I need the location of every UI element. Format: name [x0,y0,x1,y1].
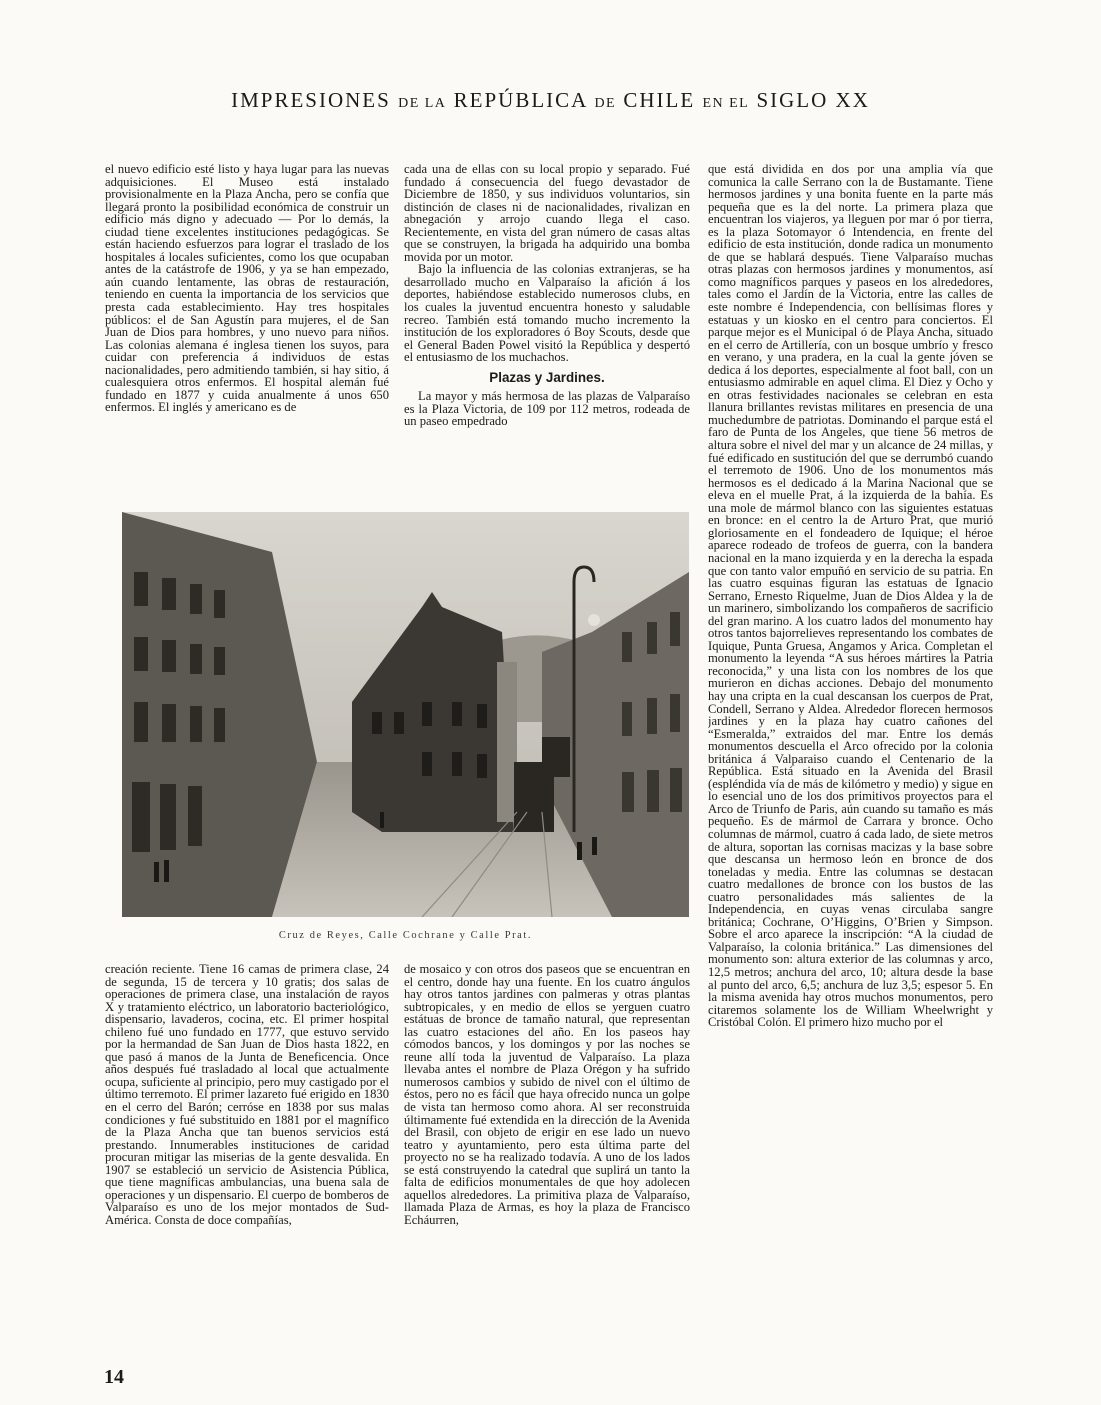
street-scene-illustration [122,512,689,917]
column-1-bottom [105,963,389,1250]
paragraph: de mosaico y con otros dos paseos que se encuentran en el centro, donde hay una fuente. En los cuatro ángulos hay otros tantos jardines con palmeras y otras plantas subtropicales, y en medio de ellos se yerguen cuatro estátuas de bronce de tamaño natural, que representan las cuatro estaciones del año. En los paseos hay cómodos bancos, y los domingos y por las noches se reune allí toda la juventud de Valparaíso. La plaza llevaba antes el nombre de Plaza Orégon y ha sufrido numerosos cambios y subido de nivel con el último de éstos, pero no es fácil que haya ofrecido nunca un golpe de vista tan hermoso como ahora. Al ser reconstruida últimamente fué extendida en la dirección de la Avenida del Brasil, con objeto de erigir en ese lado un nuevo teatro y ayuntamiento, pero esta última parte del proyecto no se ha realizado todavía. A uno de los lados se está construyendo la catedral que suplirá un tanto la falta de edificios monumentales de que hoy adolecen aquellos alrededores. La primitiva plaza de Valparaíso, llamada Plaza de Armas, es hoy la plaza de Francisco Echáurren, [404,963,690,1227]
section-heading: Plazas y Jardines. [489,369,605,385]
paragraph: Bajo la influencia de las colonias extranjeras, se ha desarrollado mucho en Valparaíso la afición á los deportes, habiéndose establecido numerosos clubs, en los cuales la juventud encuentra honesto y saludable recreo. También está tomando mucho incremento la institución de los exploradores ó Boy Scouts, desde que el General Baden Powel visitó la República y despertó el entusiasmo de los muchachos. [404,262,690,365]
header-word: DE [594,96,617,111]
street-photograph [122,512,689,917]
header-word: REPÚBLICA [453,88,588,112]
lamp-globe [588,614,600,626]
right-windows [622,612,682,812]
paragraph: cada una de ellas con su local propio y separado. Fué fundado á consecuencia del fuego devastador de Diciembre de 1850, y sus individuos voluntarios, sin distinción de clases ni de nacionalidades, rivalizan en abnegación y arrojo cuando llega el caso. Recientemente, en vista del gran número de casas altas que se construyen, la brigada ha adquirido una bomba movida por un motor. [404,163,690,264]
paragraph: creación reciente. Tiene 16 camas de primera clase, 24 de segunda, 15 de tercera y 10 gratis; dos salas de operaciones de primera clase, una instalación de rayos X y tratamiento eléctrico, un laboratorio bacteriológico, dispensario, lavaderos, cocina, etc. El primer hospital chileno fué uno fundado en 1777, que estuvo servido por la hermandad de San Juan de Dios hasta 1822, en que pasó á manos de la Junta de Beneficencia. Once años después fué trasladado al local que actualmente ocupa, suficiente al principio, pero muy castigado por el último terremoto. El primer lazareto fué erigido en 1830 en el cerro del Barón; cerróse en 1838 por sus malas condiciones y fué substituido en 1881 por el magnífico de la Plaza Ancha que tan buenos servicios está prestando. Innumerables instituciones de caridad procuran mitigar las miserias de la gente desvalida. En 1907 se estableció un servicio de Asistencia Pública, que tiene magníficas ambulancias, una buena sala de operaciones y un dispensario. El cuerpo de bomberos de Valparaíso es uno de los mejor montados de Sud-América. Consta de doce compañías, [105,963,389,1227]
header-word: SIGLO XX [756,88,870,112]
header-word: EN EL [702,96,750,111]
header-word: CHILE [623,88,696,112]
header-word: DE LA [398,96,447,111]
paragraph: que está dividida en dos por una amplia vía que comunica la calle Serrano con la de Bustamante. Tiene hermosos jardines y una bonita fuente en la parte más pequeña que es la del norte. La primera plaza que encuentran los viajeros, ya lleguen por mar ó por tierra, es la plaza Sotomayor ó Intendencia, en frente del edificio de esta institución, donde radica un monumento de que se hablará después. Tiene Valparaíso muchas otras plazas con hermosos jardines y monumentos, así como magníficos parques y paseos en los alrededores, tales como el Jardín de la Victoria, entre las calles de este nombre é Independencia, con bellísimas flores y estatuas y un kiosko en el centro para conciertos. El parque mejor es el Municipal ó de Playa Ancha, situado en el cerro de Artillería, con un bosque umbrío y fresco en verano, y una pradera, en la cual la gente jóven se dedica á los deportes, especialmente al foot ball, con un entusiasmo admirable en aquel clima. El Diez y Ocho y en otras festividades nacionales se celebran en esta llanura brillantes revistas militares en presencia de una muchedumbre de patriotas. Dominando el parque está el faro de Punta de los Angeles, que tiene 56 metros de altura sobre el nivel del mar y un alcance de 24 millas, y fué edificado en sustitución del que se derrumbó cuando el terremoto de 1906. Uno de los monumentos más hermosos es el dedicado á la Marina Nacional que se eleva en el muelle Prat, á la izquierda de la bahía. Es una mole de mármol blanco con las siguientes estatuas en bronce: en el centro la de Arturo Prat, que murió gloriosamente en el fondeadero de Iquique; el héroe aparece rodeado de trofeos de guerra, con la bandera nacional en la mano izquierda y en la derecha la espada que con tanto valor empuñó en servicio de su patria. En las cuatro esquinas figuran las estatuas de Ignacio Serrano, Ernesto Riquelme, Juan de Dios Aldea y la de un marinero, simbolizando los compañeros de sacrificio del gran marino. A los cuatro lados del monumento hay otros tantos bajorrelieves representando los combates de Iquique, Punta Gruesa, Angamos y Arica. Completan el monumento la leyenda “A sus héroes mártires la Patria reconocida,” y una lista con los nombres de los que murieron en dichas acciones. Debajo del monumento hay una cripta en la cual descansan los cuerpos de Prat, Condell, Serrano y Aldea. Alrededor florecen hermosos jardines y en la plaza hay cuatro cañones del “Esmeralda,” extraidos del mar. Entre los demás monumentos descuella el Arco ofrecido por la colonia británica á Valparaiso cuando el Centenario de la República. Está situado en la Avenida del Brasil (espléndida vía de más de kilómetro y medio) y sigue en lo esencial uno de los dos primitivos proyectos para el Arco de Triunfo de Paris, aún cuando su tamaño es más pequeño. Es de mármol de Carrara y bronce. Ocho columnas de mármol, cuatro á cada lado, de siete metros de altura, soportan las cornisas macizas y la base sobre que descansa un hermoso león en bronce de dos toneladas y media. Entre las columnas se destacan cuatro medallones de bronce con los bustos de las cuatro personalidades más salientes de la Independencia, en cuyas venas circulaba sangre británica; Cochrane, O’Higgins, O’Brien y Simpson. Sobre el arco aparece la inscripción: “A la ciudad de Valparaíso, la colonia británica.” Las dimensiones del monumento son: altura exterior de las columnas y arco, 12,5 metros; anchura del arco, 10; altura desde la base al punto del arco, 6,5; anchura de luz 3,5; espesor 5. En la misma avenida hay otros muchos monumentos, pero citaremos solamente los de William Wheelwright y Cristóbal Colón. El primero hizo mucho por el [708,163,993,1030]
header-word: IMPRESIONES [231,88,391,112]
column-2-bottom [404,963,690,1250]
running-header [0,88,1101,113]
page-number: 14 [104,1366,124,1388]
photo-caption: Cruz de Reyes, Calle Cochrane y Calle Prat. [278,930,533,941]
paragraph: La mayor y más hermosa de las plazas de Valparaíso es la Plaza Victoria, de 109 por 112 metros, rodeada de un paseo empedrado [404,389,690,429]
paragraph: el nuevo edificio esté listo y haya lugar para las nuevas adquisiciones. El Museo está instalado provisionalmente en la Plaza Ancha, pero se confía que llegará pronto la posibilidad económica de construir un edificio más digno y adecuado — Por lo demás, la ciudad tiene excelentes instituciones pedagógicas. Se están haciendo esfuerzos para lograr el traslado de los hospitales á locales suficientes, como los que ocupaban antes de la catástrofe de 1906, y ya se han empezado, aún cuando lentamente, las obras de restauración, teniendo en cuenta la importancia de los servicios que presta cada establecimiento. Hay tres hospitales públicos: el de San Agustín para mujeres, el de San Juan de Dios para hombres, y uno nuevo para niños. Las colonias alemana é inglesa tienen los suyos, para cuidar con preferencia á individuos de estas nacionalidades, pero admitiendo también, si hay sitio, á cualesquiera otros enfermos. El hospital alemán fué fundado en 1877 y cuida anualmente á unos 650 enfermos. El inglés y americano es de [105,163,389,415]
column-2-top [404,163,690,489]
column-1-top [105,163,389,489]
column-3 [708,163,993,1249]
